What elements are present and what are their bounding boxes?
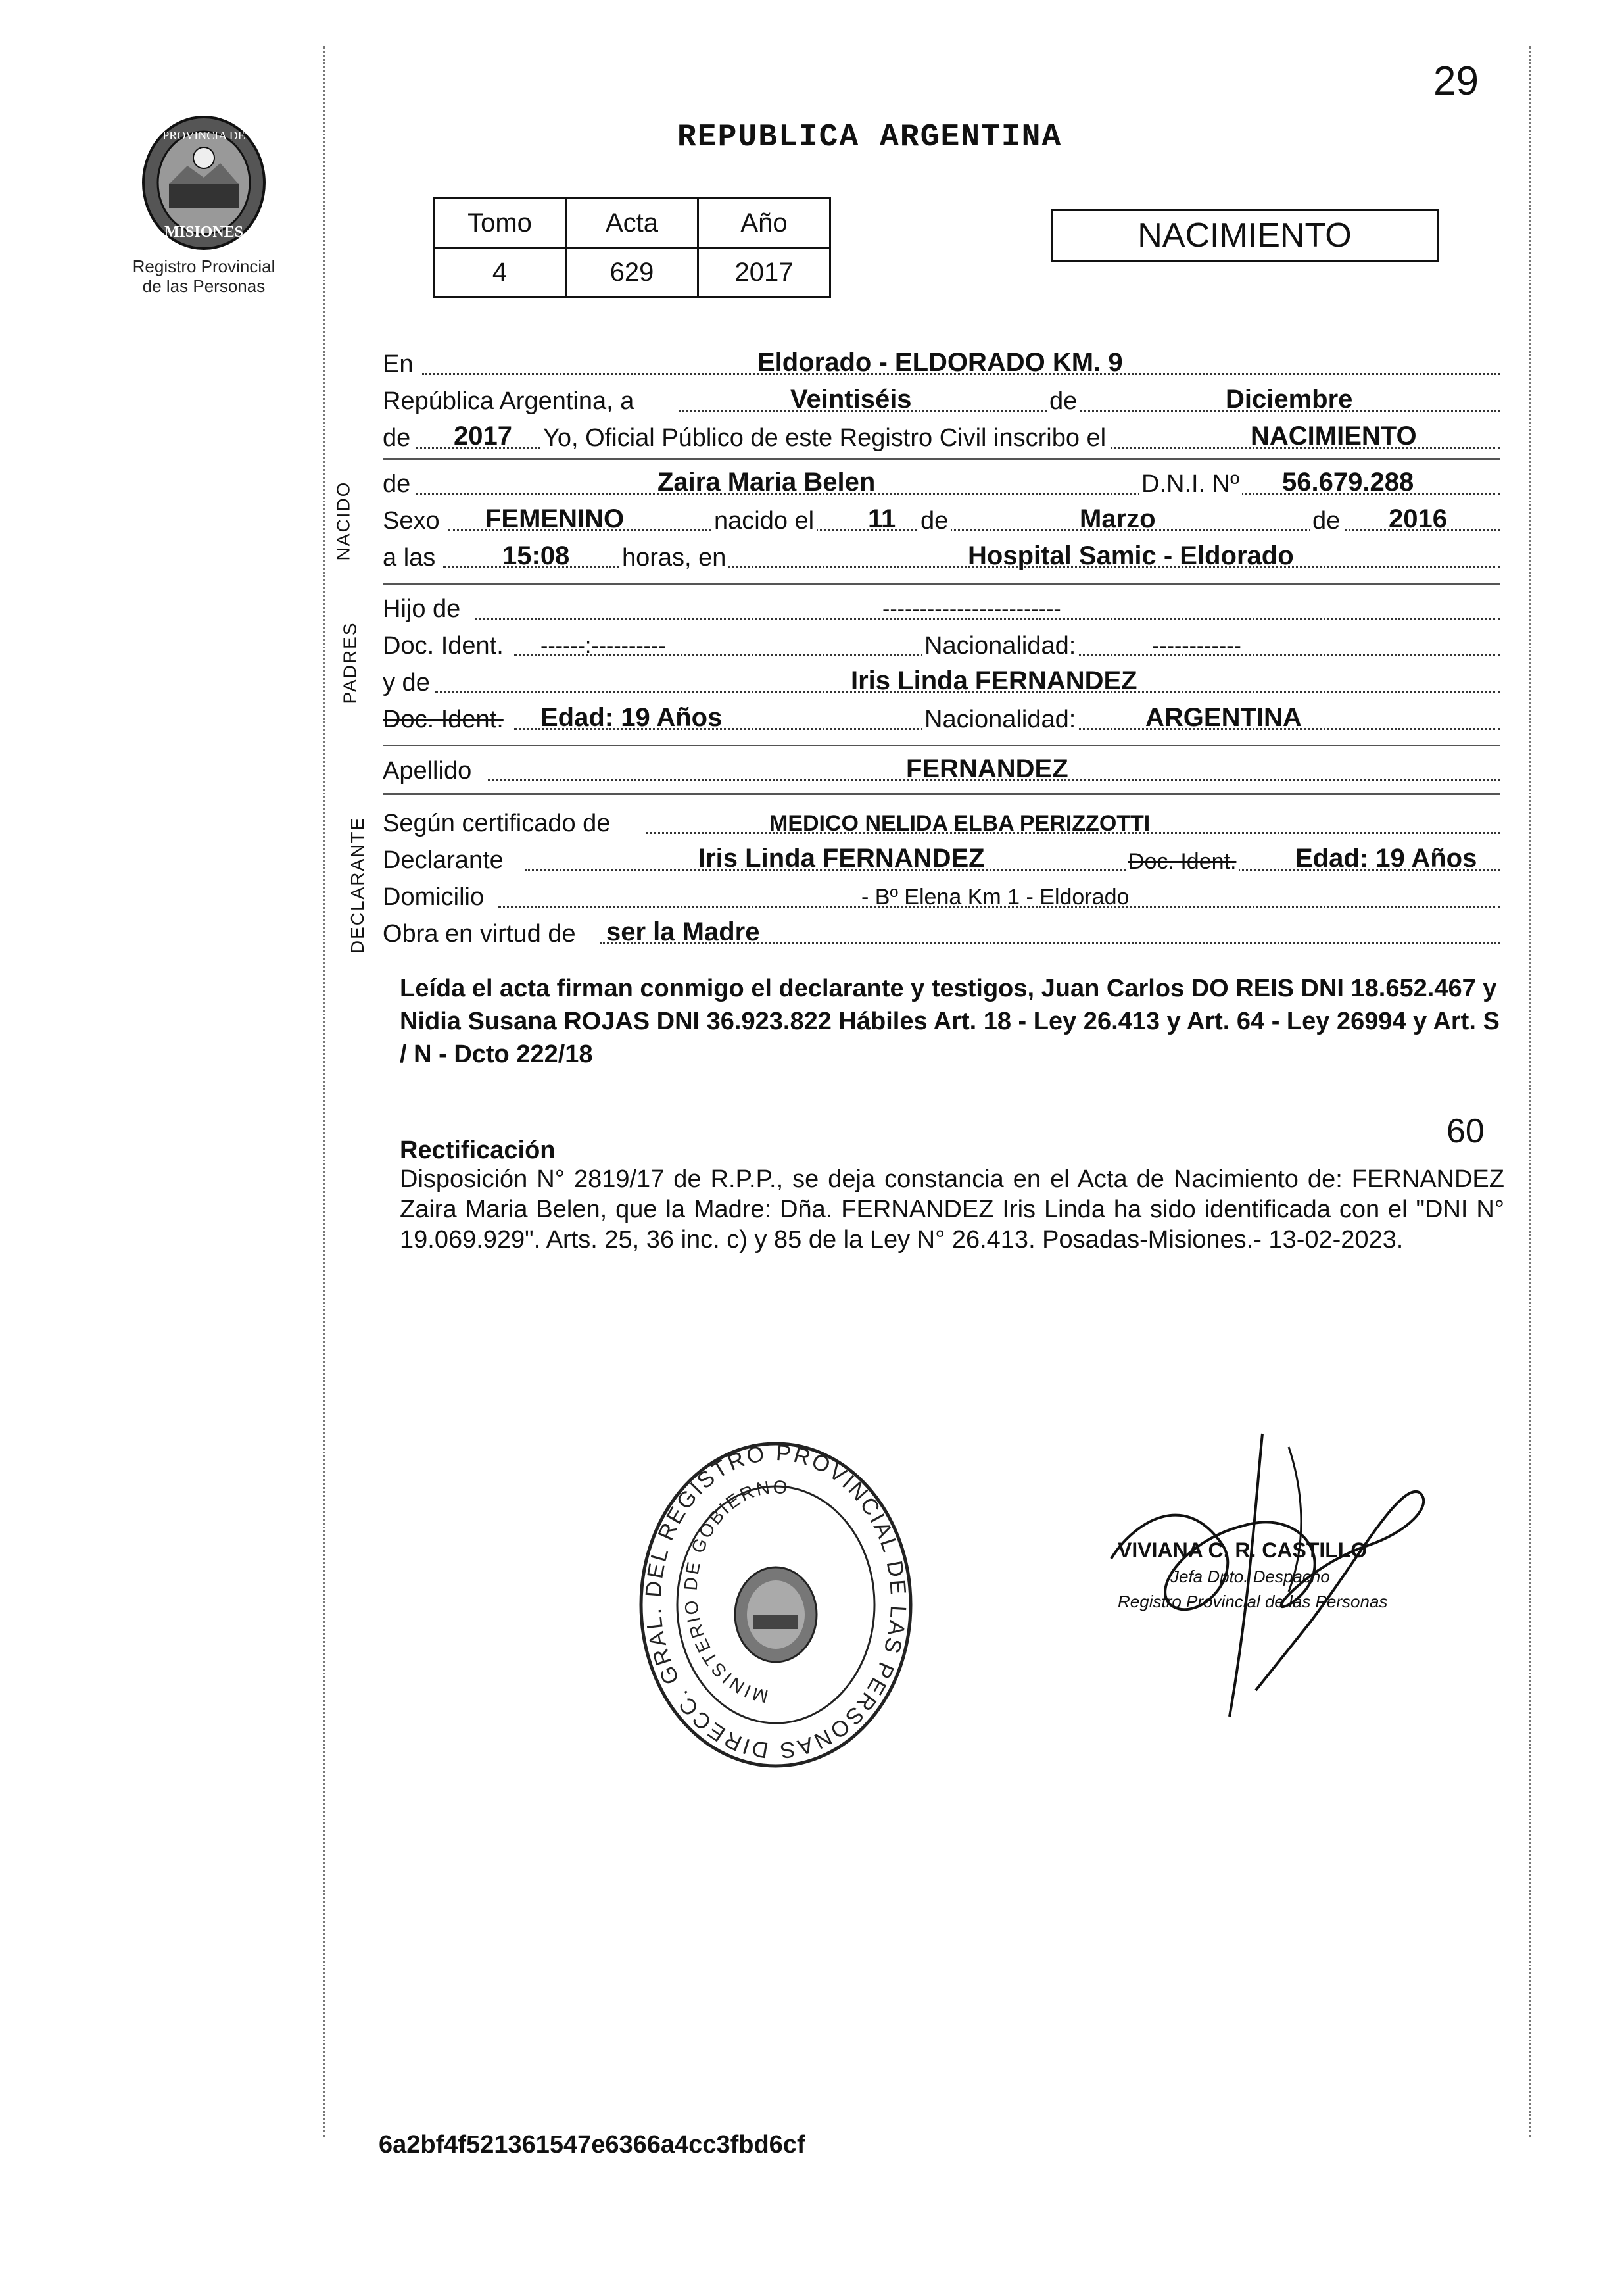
separator-1: [383, 458, 1500, 460]
row-doc: [383, 626, 1500, 662]
sexo-label: Sexo: [383, 507, 440, 535]
nacionalidad-value: ------------: [1152, 633, 1241, 658]
declarante-label: Declarante: [383, 846, 504, 874]
nacionalidad2-label: Nacionalidad:: [922, 706, 1078, 734]
row-hora: [383, 538, 1500, 574]
nacionalidad-label: Nacionalidad:: [922, 632, 1078, 660]
section-label-padres: PADRES: [339, 622, 360, 704]
nacido-de: de: [918, 507, 951, 535]
obra-label: Obra en virtud de: [383, 920, 576, 948]
year-value: 2017: [454, 422, 512, 451]
apellido-label: Apellido: [383, 757, 472, 785]
row-declarante: [383, 841, 1500, 876]
svg-text:DIRECC. GRAL. DEL REGISTRO PRO: DIRECC. GRAL. DEL REGISTRO PROVINCIAL DE LAS PERSONAS: [640, 1440, 911, 1763]
domicilio-value: - Bº Elena Km 1 - Eldorado: [861, 885, 1130, 910]
name-prefix: de: [383, 470, 411, 498]
row-obra: [383, 914, 1500, 950]
separator-4: [383, 793, 1500, 795]
horas-place: Hospital Samic - Eldorado: [968, 541, 1294, 570]
svg-text:PROVINCIA DE: PROVINCIA DE: [162, 129, 245, 142]
rectificacion-text: Disposición N° 2819/17 de R.P.P., se deja constancia en el Acta de Nacimiento de: FERNANDEZ Zaira Maria Belen, que la Madre: Dña. FERNANDEZ Iris Linda ha sido identificada con el "DNI N° 19.069.929". Arts. 25, 36 inc. c) y 85 de la Ley N° 26.413. Posadas-Misiones.- 13-02-2023.: [400, 1165, 1504, 1254]
hijo-label: Hijo de: [383, 595, 461, 623]
row-segun: [383, 804, 1500, 839]
row-doc2: [383, 700, 1500, 735]
mother-name: Iris Linda FERNANDEZ: [851, 666, 1137, 695]
row-year: [383, 418, 1500, 454]
nacido-day: 11: [868, 504, 896, 533]
left-margin-line: [323, 46, 325, 2137]
closing-paragraph: Leída el acta firman conmigo el declarante y testigos, Juan Carlos DO REIS DNI 18.652.467 y Nidia Susana ROJAS DNI 36.923.822 Hábiles Art. 18 - Ley 26.413 y Art. 64 - Ley 26994 y Art. S / N - Dcto 222/18: [400, 975, 1500, 1068]
official-stamp: [631, 1434, 920, 1776]
declarante-edad: Edad: 19 Años: [1295, 844, 1477, 873]
logo-caption-line2: de las Personas: [142, 276, 266, 296]
handwritten-signature-icon: [1091, 1407, 1460, 1749]
table-value-tomo: 4: [434, 248, 566, 297]
declarante-value: Iris Linda FERNANDEZ: [698, 844, 985, 873]
table-value-acta: 629: [566, 248, 698, 297]
row-name: [383, 464, 1500, 500]
obra-value: ser la Madre: [606, 917, 760, 946]
registry-logo: [105, 105, 302, 296]
republica-label: República Argentina, a: [383, 387, 634, 415]
hijo-value: ------------------------: [882, 597, 1061, 622]
right-margin-line: [1529, 46, 1531, 2137]
segun-label: Según certificado de: [383, 810, 611, 837]
document-hash: 6a2bf4f521361547e6366a4cc3fbd6cf: [379, 2131, 805, 2159]
segun-value: MEDICO NELIDA ELBA PERIZZOTTI: [769, 811, 1151, 836]
signature-block: [1091, 1407, 1460, 1749]
nacido-month: Marzo: [1080, 504, 1156, 533]
republica-month: Diciembre: [1226, 385, 1353, 414]
table-header-acta: Acta: [566, 199, 698, 248]
table-header-ano: Año: [698, 199, 830, 248]
row-en: [383, 345, 1500, 380]
declarante-doc: Doc. Ident.: [1126, 849, 1239, 875]
domicilio-label: Domicilio: [383, 883, 485, 911]
nacido-year: 2016: [1389, 504, 1447, 533]
row-hijo: [383, 589, 1500, 625]
table-value-ano: 2017: [698, 248, 830, 297]
section-label-nacido: NACIDO: [333, 481, 354, 561]
en-value: Eldorado - ELDORADO KM. 9: [757, 348, 1123, 377]
page-number: 29: [1433, 59, 1479, 104]
row-y-de: [383, 663, 1500, 698]
row-domicilio: [383, 877, 1500, 913]
row-apellido: [383, 751, 1500, 787]
section-label-declarante: DECLARANTE: [347, 816, 368, 954]
table-header-tomo: Tomo: [434, 199, 566, 248]
year-prefix: de: [383, 424, 411, 452]
rectificacion-title: Rectificación: [400, 1136, 556, 1164]
svg-text:MISIONES: MISIONES: [164, 224, 244, 241]
record-table: [433, 197, 831, 298]
svg-text:MINISTERIO DE GOBIERNO: MINISTERIO DE GOBIERNO: [680, 1476, 790, 1707]
apellido-value: FERNANDEZ: [906, 754, 1068, 783]
nacionalidad2-value: ARGENTINA: [1145, 703, 1302, 732]
doc2-label: Doc. Ident.: [383, 706, 504, 733]
separator-3: [383, 745, 1500, 746]
record-type-box: NACIMIENTO: [1051, 209, 1439, 262]
doc-value: ------:----------: [540, 633, 666, 658]
child-name: Zaira Maria Belen: [657, 468, 876, 497]
separator-2: [383, 583, 1500, 585]
province-seal-icon: [128, 105, 279, 256]
svg-text:Jefa Dpto. Despacho: Jefa Dpto. Despacho: [1170, 1567, 1330, 1586]
year-inscribe: NACIMIENTO: [1251, 422, 1417, 451]
doc-label: Doc. Ident.: [383, 632, 504, 660]
sexo-value: FEMENINO: [485, 504, 625, 533]
nacido-de2: de: [1310, 507, 1343, 535]
mother-age: Edad: 19 Años: [540, 703, 723, 732]
svg-text:VIVIANA C. R. CASTILLO: VIVIANA C. R. CASTILLO: [1118, 1538, 1368, 1562]
republica-day: Veintiséis: [790, 385, 912, 414]
dni-label: D.N.I. Nº: [1139, 470, 1242, 499]
en-label: En: [383, 351, 414, 378]
yde-label: y de: [383, 669, 430, 696]
row-sexo: [383, 501, 1500, 537]
horas-label: horas, en: [619, 544, 728, 572]
logo-caption-line1: Registro Provincial: [132, 256, 275, 276]
republica-de: de: [1047, 387, 1080, 416]
svg-text:Registro Provincial de las Per: Registro Provincial de las Personas: [1118, 1592, 1388, 1611]
stamp-seal-icon: [631, 1434, 920, 1776]
alas-label: a las: [383, 544, 436, 572]
document-title: REPUBLICA ARGENTINA: [677, 120, 1063, 155]
rectificacion-number: 60: [1446, 1112, 1485, 1150]
alas-value: 15:08: [502, 541, 570, 570]
year-text: Yo, Oficial Público de este Registro Civil inscribo el: [540, 424, 1109, 452]
nacido-label: nacido el: [711, 507, 817, 535]
dni-value: 56.679.288: [1282, 468, 1414, 497]
row-republica: [383, 381, 1500, 417]
